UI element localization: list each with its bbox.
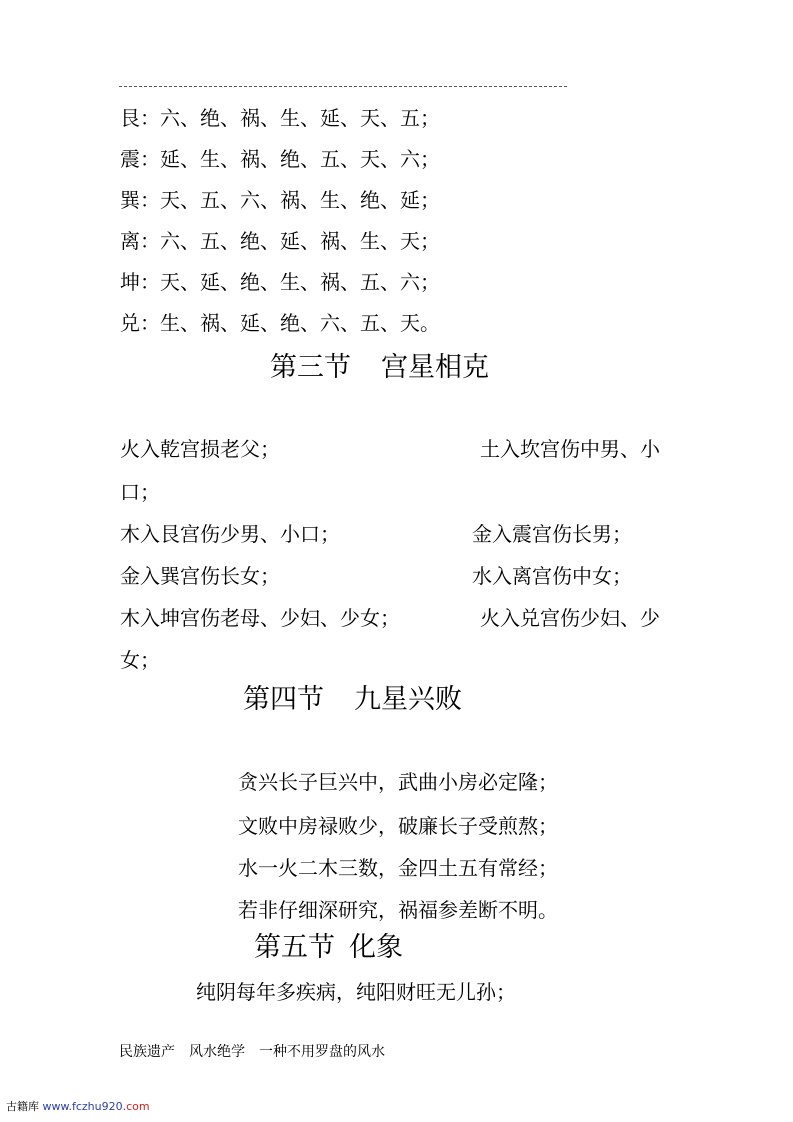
page-footer [119,1043,385,1061]
clash-line-2-left: 木入艮宫伤少男、小口； [120,522,340,546]
clash-line-1-wrap: 口； [120,480,160,504]
verse-line-2: 文败中房禄败少，破廉长子受煎熬； [238,814,558,838]
gua-star-list [120,104,440,350]
watermark-site: www.fczhu920. [42,1100,127,1113]
section-4-title: 九星兴败 [354,684,462,715]
site-watermark [6,1100,150,1114]
footer-part-2: 风水绝学 [189,1044,245,1060]
clash-line-4-right: 火入兑宫伤少妇、少 [480,606,660,630]
gua-line-zhen: 震：延、生、祸、绝、五、天、六； [120,147,440,171]
clash-line-1-right: 土入坎宫伤中男、小 [480,437,660,461]
verse-line-1: 贪兴长子巨兴中，武曲小房必定隆； [238,770,558,794]
verse-line-3: 水一火二木三数，金四土五有常经； [238,856,558,880]
verse-line-5: 纯阴每年多疾病，纯阳财旺无儿孙； [196,980,516,1004]
section-3-number: 第三节 [270,352,351,383]
section-4-number: 第四节 [243,684,324,715]
section-5-title: 化象 [349,932,403,963]
gua-line-kun: 坤：天、延、绝、生、祸、五、六； [120,270,440,294]
clash-line-4-wrap: 女； [120,648,160,672]
gua-line-xun: 巽：天、五、六、祸、生、绝、延； [120,188,440,212]
clash-line-3-left: 金入巽宫伤长女； [120,564,280,588]
section-3-heading [270,351,489,385]
gua-line-dui: 兑：生、祸、延、绝、六、五、天。 [120,311,440,335]
gua-line-gen: 艮：六、绝、祸、生、延、天、五； [120,106,440,130]
clash-line-2-right: 金入震宫伤长男； [472,522,632,546]
footer-part-3: 一种不用罗盘的风水 [259,1044,385,1060]
top-dashed-divider [119,86,567,87]
section-4-heading [243,683,462,717]
footer-part-1: 民族遗产 [119,1044,175,1060]
clash-line-1-left: 火入乾宫损老父； [120,437,280,461]
verse-line-4: 若非仔细深研究，祸福参差断不明。 [238,898,558,922]
watermark-tld: com [126,1100,150,1113]
watermark-label: 古籍库 [6,1100,39,1113]
gua-line-li: 离：六、五、绝、延、祸、生、天； [120,229,440,253]
clash-line-3-right: 水入离宫伤中女； [472,564,632,588]
clash-line-4-left: 木入坤宫伤老母、少妇、少女； [120,606,400,630]
section-5-heading [254,931,403,965]
section-3-title: 宫星相克 [381,352,489,383]
section-5-number: 第五节 [254,932,335,963]
